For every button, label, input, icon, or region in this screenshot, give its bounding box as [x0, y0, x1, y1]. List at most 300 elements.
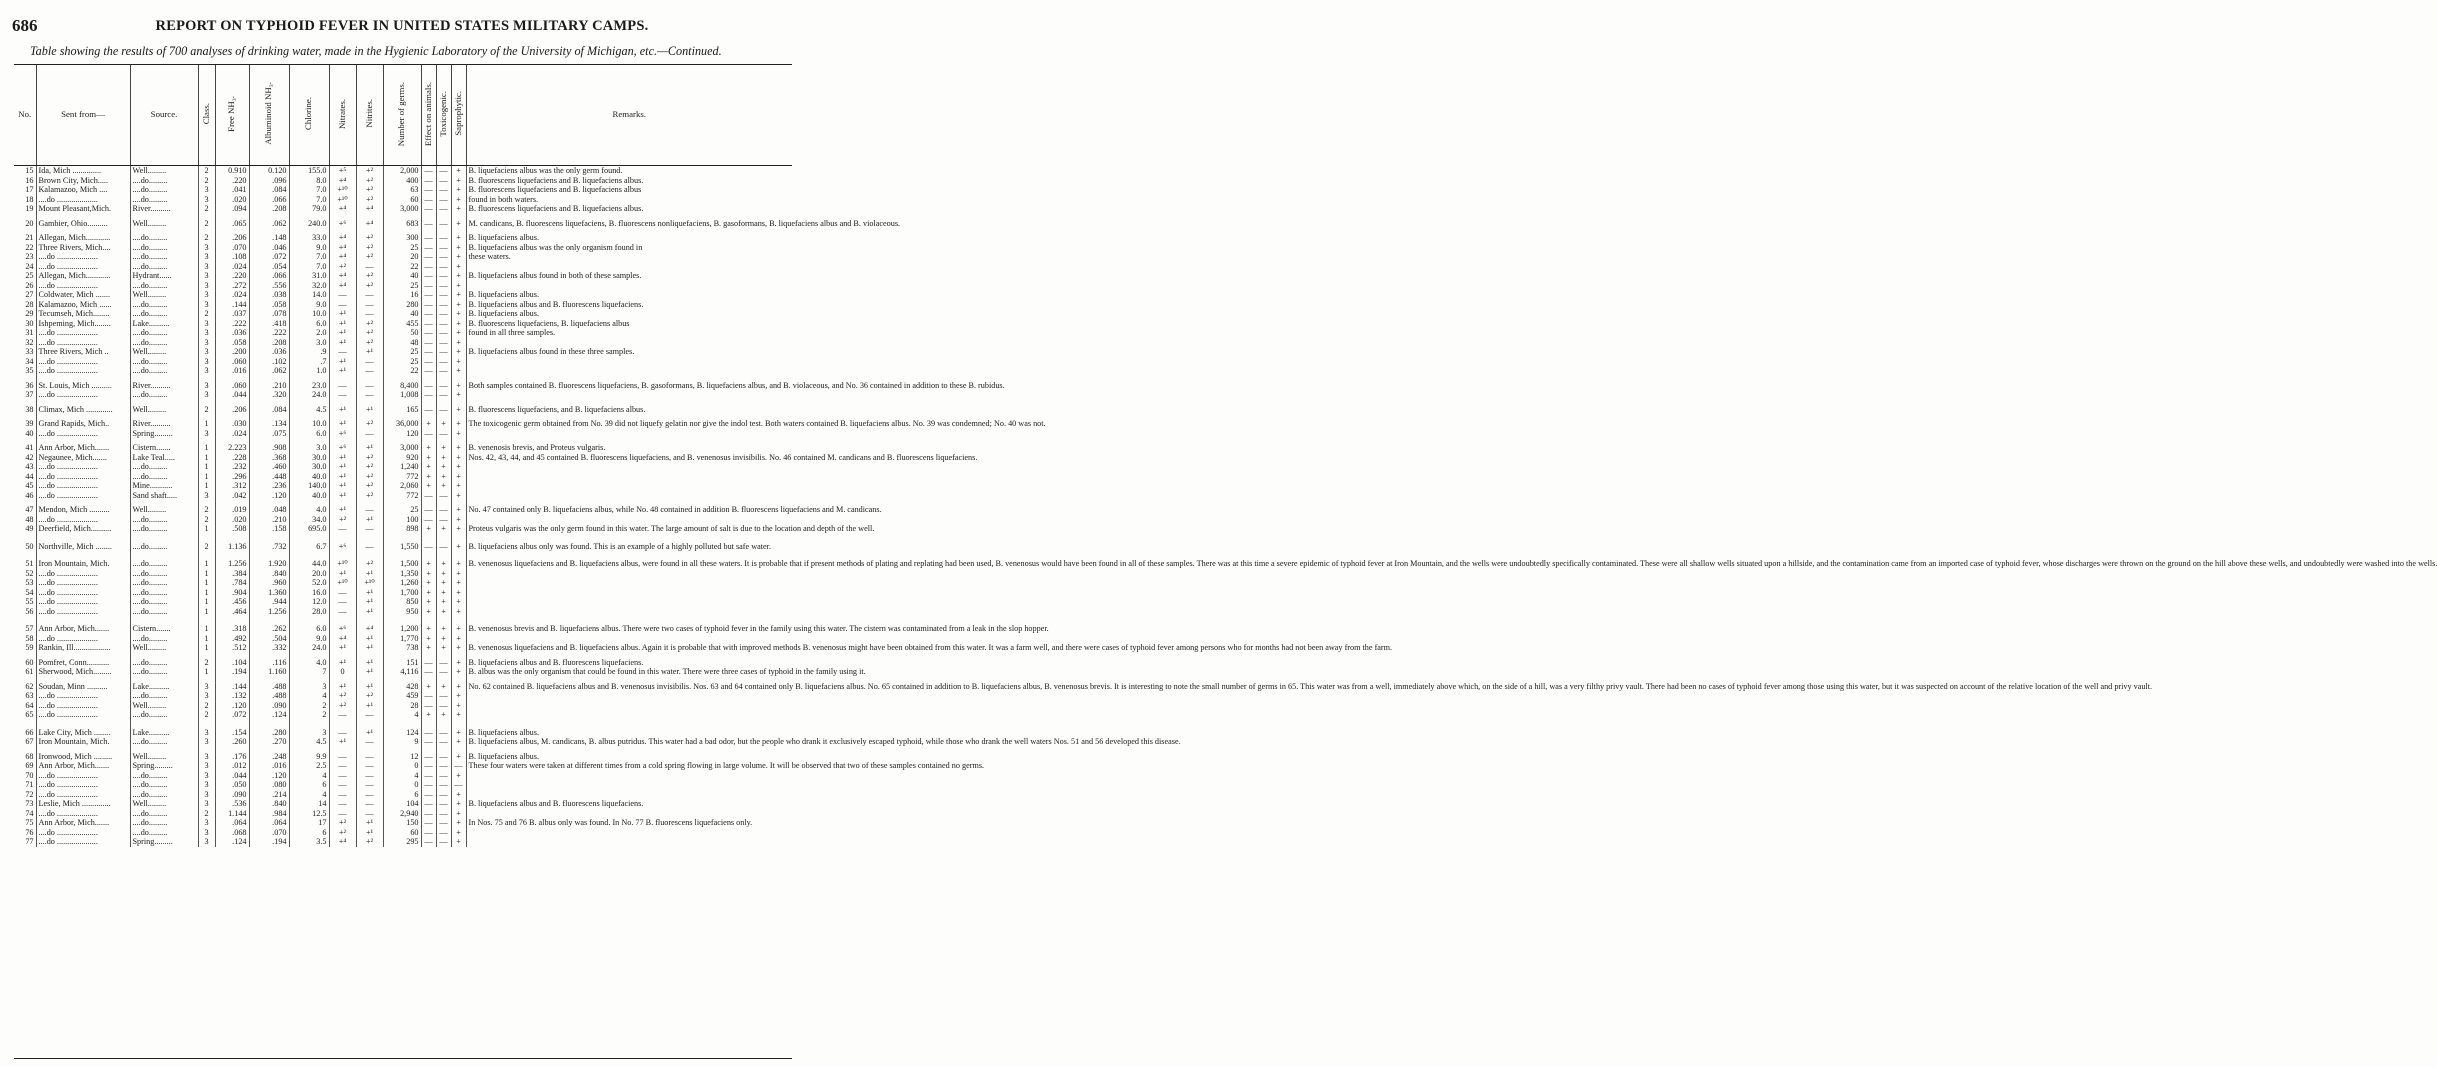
chlorine-cell: 33.0	[289, 233, 329, 243]
free-nh3-cell: .318	[215, 624, 249, 634]
running-head: REPORT ON TYPHOID FEVER IN UNITED STATES MILITARY CAMPS.	[155, 18, 649, 34]
remarks-cell: B. liquefaciens albus.	[466, 309, 792, 319]
free-nh3-cell: .065	[215, 219, 249, 229]
remarks-cell	[466, 472, 792, 482]
albuminoid-nh3-cell: .208	[249, 338, 289, 348]
sent-from-cell: ....do ....................	[36, 338, 130, 348]
class-cell: 2	[198, 166, 215, 176]
germs-cell: 1,350	[383, 569, 421, 579]
germs-cell: 1,550	[383, 542, 421, 552]
class-cell: 3	[198, 290, 215, 300]
nitrites-cell: —	[356, 357, 383, 367]
nitrites-cell: —	[356, 710, 383, 720]
class-cell: 3	[198, 271, 215, 281]
sent-from-cell: ....do ....................	[36, 634, 130, 644]
sent-from-cell: ....do ....................	[36, 462, 130, 472]
chlorine-cell: 4.5	[289, 405, 329, 415]
table-row	[14, 281, 792, 291]
sent-from-cell: ....do ....................	[36, 701, 130, 711]
chlorine-cell: 9.0	[289, 243, 329, 253]
chlorine-cell: 32.0	[289, 281, 329, 291]
nitrites-cell: +¹	[356, 597, 383, 607]
germs-cell: 25	[383, 243, 421, 253]
albuminoid-nh3-cell: .134	[249, 419, 289, 429]
sent-from-cell: Northville, Mich ........	[36, 542, 130, 552]
source-cell: Well.........	[130, 219, 198, 229]
toxicogenic-cell: —	[436, 381, 451, 391]
row-number: 62	[25, 681, 34, 691]
albuminoid-nh3-cell: .070	[249, 828, 289, 838]
table-row	[14, 462, 792, 472]
free-nh3-cell: .060	[215, 357, 249, 367]
source-cell: ....do.........	[130, 366, 198, 376]
nitrites-cell: —	[356, 752, 383, 762]
sent-from-cell: Allegan, Mich............	[36, 233, 130, 243]
free-nh3-cell: .012	[215, 761, 249, 771]
nitrates-cell: +²	[329, 828, 356, 838]
free-nh3-cell: .464	[215, 607, 249, 617]
source-cell: River..........	[130, 419, 198, 429]
nitrites-cell: —	[356, 524, 383, 534]
nitrates-cell: —	[329, 300, 356, 310]
saprophytic-cell: +	[451, 624, 466, 634]
nitrites-cell: +¹	[356, 588, 383, 598]
nitrites-cell: +¹	[356, 701, 383, 711]
effect-cell: —	[421, 219, 436, 229]
row-number: 73	[25, 799, 34, 808]
table-row	[14, 166, 792, 176]
row-number: 47	[25, 505, 34, 514]
toxicogenic-cell: —	[436, 761, 451, 771]
row-number: 56	[25, 606, 34, 616]
toxicogenic-cell: —	[436, 701, 451, 711]
toxicogenic-cell: —	[436, 818, 451, 828]
spacer-cell	[289, 551, 329, 559]
source-cell: ....do.........	[130, 281, 198, 291]
albuminoid-nh3-cell: .556	[249, 281, 289, 291]
free-nh3-cell: .272	[215, 281, 249, 291]
albuminoid-nh3-cell: .038	[249, 290, 289, 300]
free-nh3-cell: .220	[215, 271, 249, 281]
nitrites-cell: +¹	[356, 634, 383, 644]
row-number: 17	[25, 185, 34, 194]
effect-cell: —	[421, 281, 436, 291]
albuminoid-nh3-cell: .046	[249, 243, 289, 253]
row-number: 35	[25, 366, 34, 375]
remarks-cell: B. liquefaciens albus.	[466, 233, 792, 243]
chlorine-cell: 6	[289, 780, 329, 790]
source-cell: ....do.........	[130, 607, 198, 617]
row-number: 34	[25, 356, 34, 366]
free-nh3-cell: .144	[215, 682, 249, 692]
sent-from-cell: ....do ....................	[36, 837, 130, 847]
germs-cell: 4	[383, 710, 421, 720]
class-cell: 3	[198, 737, 215, 747]
nitrates-cell: 0	[329, 667, 356, 677]
remarks-cell	[466, 597, 792, 607]
effect-cell: —	[421, 390, 436, 400]
germs-cell: 8,400	[383, 381, 421, 391]
spacer-cell	[383, 616, 421, 624]
class-cell: 2	[198, 309, 215, 319]
source-cell: ....do.........	[130, 559, 198, 569]
albuminoid-nh3-cell: 1.256	[249, 607, 289, 617]
class-cell: 3	[198, 381, 215, 391]
sent-from-cell: ....do ....................	[36, 429, 130, 439]
albuminoid-nh3-cell: .158	[249, 524, 289, 534]
nitrates-cell: +¹	[329, 643, 356, 653]
class-cell: 2	[198, 809, 215, 819]
remarks-cell: B. liquefaciens albus only was found. This is an example of a highly polluted but safe water.	[466, 542, 792, 552]
albuminoid-nh3-cell: .054	[249, 262, 289, 272]
saprophytic-cell: +	[451, 338, 466, 348]
toxicogenic-cell: —	[436, 195, 451, 205]
nitrites-cell: +²	[356, 195, 383, 205]
chlorine-cell: .7	[289, 357, 329, 367]
nitrites-cell: +¹	[356, 818, 383, 828]
source-cell: Lake..........	[130, 728, 198, 738]
toxicogenic-cell: —	[436, 658, 451, 668]
spacer-cell	[289, 720, 329, 728]
sent-from-cell: Leslie, Mich ..............	[36, 799, 130, 809]
row-number: 77	[25, 837, 34, 846]
source-cell: Lake Teal.....	[130, 453, 198, 463]
nitrites-cell: +²	[356, 271, 383, 281]
table-row	[14, 682, 792, 692]
nitrates-cell: +⁶	[329, 429, 356, 439]
albuminoid-nh3-cell: .208	[249, 204, 289, 214]
spacer-cell	[436, 534, 451, 542]
source-cell: River..........	[130, 204, 198, 214]
nitrites-cell: +²	[356, 328, 383, 338]
albuminoid-nh3-cell: .058	[249, 300, 289, 310]
row-number: 37	[25, 390, 34, 399]
germs-cell: 0	[383, 761, 421, 771]
saprophytic-cell: +	[451, 578, 466, 588]
remarks-cell	[466, 771, 792, 781]
sent-from-cell: ....do ....................	[36, 597, 130, 607]
germs-cell: 0	[383, 780, 421, 790]
toxicogenic-cell: —	[436, 515, 451, 525]
toxicogenic-cell: —	[436, 219, 451, 229]
row-number: 32	[25, 337, 34, 347]
nitrites-cell: +²	[356, 243, 383, 253]
albuminoid-nh3-cell: .840	[249, 799, 289, 809]
toxicogenic-cell: —	[436, 347, 451, 357]
effect-cell: —	[421, 818, 436, 828]
nitrites-cell: +¹	[356, 682, 383, 692]
class-cell: 3	[198, 338, 215, 348]
nitrates-cell: +¹	[329, 453, 356, 463]
effect-cell: —	[421, 252, 436, 262]
saprophytic-cell: +	[451, 588, 466, 598]
nitrites-cell: +¹	[356, 828, 383, 838]
germs-cell: 120	[383, 429, 421, 439]
class-cell: 1	[198, 643, 215, 653]
source-cell: ....do.........	[130, 771, 198, 781]
class-cell: 2	[198, 405, 215, 415]
table-row	[14, 309, 792, 319]
albuminoid-nh3-cell: .418	[249, 319, 289, 329]
saprophytic-cell: +	[451, 472, 466, 482]
col-toxicogenic: Toxicogenic.	[436, 65, 451, 166]
chlorine-cell: 40.0	[289, 491, 329, 501]
free-nh3-cell: .070	[215, 243, 249, 253]
chlorine-cell: 10.0	[289, 419, 329, 429]
nitrates-cell: +⁴	[329, 281, 356, 291]
nitrates-cell: +¹	[329, 405, 356, 415]
bottom-rule	[14, 1058, 792, 1059]
nitrites-cell: +²	[356, 252, 383, 262]
class-cell: 3	[198, 357, 215, 367]
table-header-row	[14, 65, 792, 166]
albuminoid-nh3-cell: .960	[249, 578, 289, 588]
chlorine-cell: 155.0	[289, 166, 329, 176]
sent-from-cell: ....do ....................	[36, 328, 130, 338]
class-cell: 3	[198, 818, 215, 828]
nitrates-cell: +¹	[329, 472, 356, 482]
chlorine-cell: 3.0	[289, 338, 329, 348]
effect-cell: +	[421, 597, 436, 607]
row-number: 68	[25, 751, 34, 761]
spacer-cell	[421, 551, 436, 559]
class-cell: 3	[198, 328, 215, 338]
albuminoid-nh3-cell: 1.920	[249, 559, 289, 569]
spacer-cell	[130, 551, 198, 559]
free-nh3-cell: .120	[215, 701, 249, 711]
nitrites-cell: +²	[356, 185, 383, 195]
source-cell: Well.........	[130, 752, 198, 762]
germs-cell: 25	[383, 505, 421, 515]
col-albuminoid-nh3: Albuminoid NH₃.	[249, 65, 289, 166]
nitrites-cell: +¹	[356, 643, 383, 653]
chlorine-cell: 44.0	[289, 559, 329, 569]
chlorine-cell: 6.7	[289, 542, 329, 552]
row-number: 16	[25, 175, 34, 185]
nitrites-cell: +²	[356, 176, 383, 186]
spacer-cell	[436, 720, 451, 728]
toxicogenic-cell: —	[436, 319, 451, 329]
nitrates-cell: —	[329, 780, 356, 790]
class-cell: 3	[198, 728, 215, 738]
sent-from-cell: Negaunee, Mich.......	[36, 453, 130, 463]
toxicogenic-cell: —	[436, 491, 451, 501]
row-number: 70	[25, 770, 34, 780]
source-cell: ....do.........	[130, 790, 198, 800]
germs-cell: 40	[383, 271, 421, 281]
remarks-cell	[466, 390, 792, 400]
remarks-cell: In Nos. 75 and 76 B. albus only was found. In No. 77 B. fluorescens liquefaciens only.	[466, 818, 792, 828]
sent-from-cell: ....do ....................	[36, 491, 130, 501]
free-nh3-cell: .206	[215, 233, 249, 243]
nitrates-cell: +¹	[329, 309, 356, 319]
chlorine-cell: 4	[289, 771, 329, 781]
row-number: 23	[25, 252, 34, 261]
nitrates-cell: —	[329, 799, 356, 809]
page-number: 686	[12, 16, 38, 35]
chlorine-cell: 2.5	[289, 761, 329, 771]
albuminoid-nh3-cell: .944	[249, 597, 289, 607]
sent-from-cell: Three Rivers, Mich....	[36, 243, 130, 253]
saprophytic-cell: +	[451, 381, 466, 391]
nitrates-cell: —	[329, 728, 356, 738]
saprophytic-cell: +	[451, 328, 466, 338]
saprophytic-cell: +	[451, 309, 466, 319]
row-number: 59	[25, 643, 34, 652]
germs-cell: 455	[383, 319, 421, 329]
col-nitrates: Nitrates.	[329, 65, 356, 166]
effect-cell: +	[421, 634, 436, 644]
free-nh3-cell: .492	[215, 634, 249, 644]
sent-from-cell: ....do ....................	[36, 691, 130, 701]
nitrates-cell: —	[329, 588, 356, 598]
row-number: 22	[25, 242, 34, 252]
table-row	[14, 472, 792, 482]
class-cell: 1	[198, 462, 215, 472]
spacer-cell	[249, 551, 289, 559]
source-cell: ....do.........	[130, 300, 198, 310]
class-cell: 3	[198, 837, 215, 847]
nitrites-cell: +²	[356, 338, 383, 348]
sent-from-cell: Kalamazoo, Mich ....	[36, 185, 130, 195]
source-cell: Spring.........	[130, 429, 198, 439]
nitrites-cell: +¹	[356, 515, 383, 525]
table-row	[14, 771, 792, 781]
remarks-cell: B. liquefaciens albus.	[466, 728, 792, 738]
germs-cell: 772	[383, 472, 421, 482]
sent-from-cell: ....do ....................	[36, 578, 130, 588]
sent-from-cell: Iron Mountain, Mich.	[36, 737, 130, 747]
saprophytic-cell: +	[451, 515, 466, 525]
saprophytic-cell: +	[451, 405, 466, 415]
saprophytic-cell: +	[451, 481, 466, 491]
germs-cell: 25	[383, 281, 421, 291]
effect-cell: —	[421, 429, 436, 439]
saprophytic-cell: +	[451, 185, 466, 195]
albuminoid-nh3-cell: .084	[249, 185, 289, 195]
sent-from-cell: Sherwood, Mich.........	[36, 667, 130, 677]
effect-cell: —	[421, 204, 436, 214]
remarks-cell: found in both waters.	[466, 195, 792, 205]
remarks-cell: B. liquefaciens albus found in both of these samples.	[466, 271, 792, 281]
free-nh3-cell: .024	[215, 290, 249, 300]
saprophytic-cell: +	[451, 837, 466, 847]
row-number: 74	[25, 808, 34, 818]
table-row	[14, 390, 792, 400]
albuminoid-nh3-cell: 0.120	[249, 166, 289, 176]
nitrates-cell: +¹⁰	[329, 559, 356, 569]
class-cell: 2	[198, 233, 215, 243]
col-chlorine: Chlorine.	[289, 65, 329, 166]
table-row	[14, 809, 792, 819]
sent-from-cell: ....do ....................	[36, 771, 130, 781]
nitrates-cell: —	[329, 524, 356, 534]
toxicogenic-cell: —	[436, 691, 451, 701]
spacer-cell	[329, 534, 356, 542]
chlorine-cell: 9.0	[289, 300, 329, 310]
germs-cell: 12	[383, 752, 421, 762]
nitrates-cell: —	[329, 710, 356, 720]
remarks-cell: No. 47 contained only B. liquefaciens albus, while No. 48 contained in addition B. fluorescens liquefaciens and M. candicans.	[466, 505, 792, 515]
table-row	[14, 818, 792, 828]
free-nh3-cell: .016	[215, 366, 249, 376]
table-row	[14, 271, 792, 281]
chlorine-cell: 7.0	[289, 262, 329, 272]
spacer-cell	[329, 720, 356, 728]
albuminoid-nh3-cell: .236	[249, 481, 289, 491]
sent-from-cell: Deerfield, Mich..........	[36, 524, 130, 534]
table-row	[14, 634, 792, 644]
class-cell: 2	[198, 710, 215, 720]
row-number: 36	[25, 380, 34, 390]
saprophytic-cell: +	[451, 233, 466, 243]
col-remarks: Remarks.	[466, 65, 792, 166]
germs-cell: 36,000	[383, 419, 421, 429]
sent-from-cell: Ann Arbor, Mich.......	[36, 443, 130, 453]
toxicogenic-cell: +	[436, 643, 451, 653]
row-number: 41	[25, 443, 34, 452]
spacer-cell	[356, 616, 383, 624]
spacer-cell	[451, 720, 466, 728]
nitrites-cell: +²	[356, 481, 383, 491]
saprophytic-cell: +	[451, 357, 466, 367]
nitrites-cell: —	[356, 790, 383, 800]
germs-cell: 100	[383, 515, 421, 525]
nitrates-cell: +¹⁰	[329, 185, 356, 195]
germs-cell: 60	[383, 195, 421, 205]
free-nh3-cell: .072	[215, 710, 249, 720]
germs-cell: 295	[383, 837, 421, 847]
table-row	[14, 643, 792, 653]
nitrites-cell: —	[356, 761, 383, 771]
table-row	[14, 737, 792, 747]
sent-from-cell: Ann Arbor, Mich.......	[36, 761, 130, 771]
remarks-cell: B. liquefaciens albus and B. fluorescens liquefaciens.	[466, 799, 792, 809]
effect-cell: —	[421, 300, 436, 310]
free-nh3-cell: .019	[215, 505, 249, 515]
remarks-cell: B. liquefaciens albus.	[466, 290, 792, 300]
nitrites-cell: +⁴	[356, 204, 383, 214]
class-cell: 1	[198, 667, 215, 677]
free-nh3-cell: .512	[215, 643, 249, 653]
germs-cell: 16	[383, 290, 421, 300]
remarks-cell: B. liquefaciens albus and B. fluorescens liquefaciens.	[466, 658, 792, 668]
row-number: 46	[25, 490, 34, 500]
toxicogenic-cell: —	[436, 505, 451, 515]
saprophytic-cell: +	[451, 643, 466, 653]
spacer-cell	[383, 551, 421, 559]
row-number: 57	[25, 624, 34, 633]
table-row	[14, 559, 792, 569]
nitrites-cell: +²	[356, 281, 383, 291]
source-cell: ....do.........	[130, 233, 198, 243]
chlorine-cell: .9	[289, 347, 329, 357]
nitrates-cell: +⁴	[329, 252, 356, 262]
remarks-cell: B. fluorescens liquefaciens, B. liquefaciens albus	[466, 319, 792, 329]
toxicogenic-cell: —	[436, 737, 451, 747]
spacer-cell	[249, 720, 289, 728]
class-cell: 1	[198, 481, 215, 491]
sent-from-cell: Mendon, Mich ..........	[36, 505, 130, 515]
free-nh3-cell: .068	[215, 828, 249, 838]
albuminoid-nh3-cell: .124	[249, 710, 289, 720]
spacer-cell	[249, 534, 289, 542]
sent-from-cell: ....do ....................	[36, 607, 130, 617]
spacer-cell	[36, 720, 130, 728]
nitrites-cell: —	[356, 737, 383, 747]
toxicogenic-cell: —	[436, 837, 451, 847]
effect-cell: —	[421, 691, 436, 701]
